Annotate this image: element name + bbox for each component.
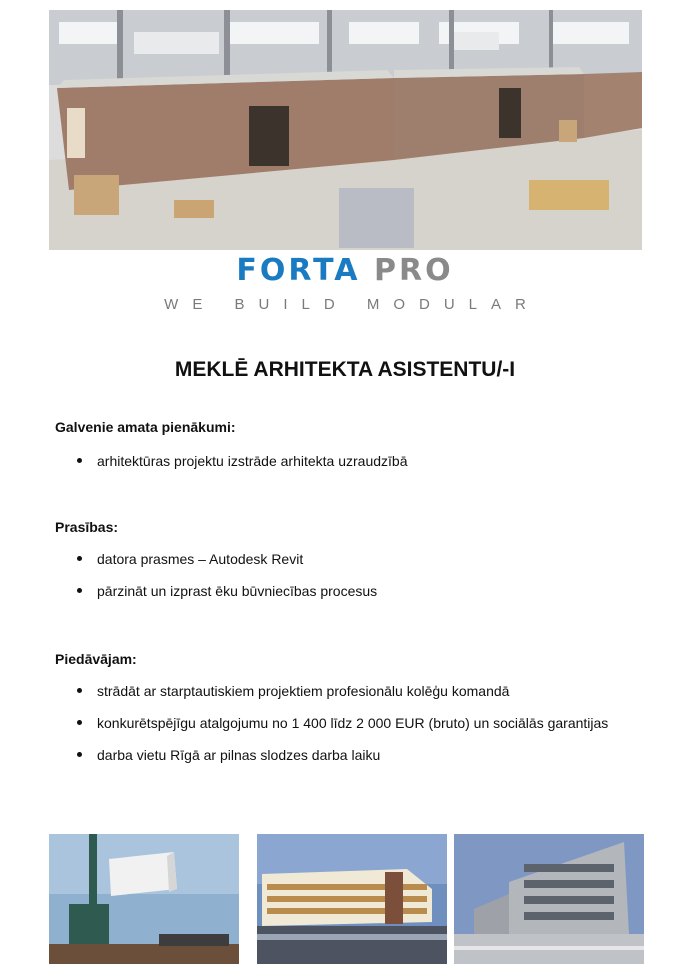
crane-module-photo <box>49 834 239 964</box>
list-item: konkurētspējīgu atalgojumu no 1 400 līdz 2 000 EUR (bruto) un sociālās garantijas <box>55 714 655 732</box>
job-title-heading: MEKLĒ ARHITEKTA ASISTENTU/-I <box>174 358 516 381</box>
section-requirements <box>55 519 655 600</box>
completed-building-photo-1 <box>257 834 447 964</box>
section-offer <box>55 651 655 764</box>
list-item: strādāt ar starptautiskiem projektiem profesionālu kolēģu komandā <box>55 682 655 700</box>
section-title: Piedāvājam: <box>55 651 137 667</box>
logo-forta: FORTA <box>236 253 361 288</box>
logo-pro: PRO <box>373 253 454 288</box>
section-title: Prasības: <box>55 519 119 535</box>
list-item: datora prasmes – Autodesk Revit <box>55 550 655 568</box>
logo-wordmark <box>0 253 690 288</box>
list-item: arhitektūras projektu izstrāde arhitekta uzraudzībā <box>55 452 655 470</box>
factory-hero-photo <box>49 10 642 250</box>
logo-tagline: WE BUILD MODULAR <box>164 296 540 313</box>
completed-building-photo-2 <box>454 834 644 964</box>
section-title: Galvenie amata pienākumi: <box>55 419 236 435</box>
list-item: pārzināt un izprast ēku būvniecības procesus <box>55 582 655 600</box>
list-item: darba vietu Rīgā ar pilnas slodzes darba laiku <box>55 746 655 764</box>
company-logo <box>0 253 690 313</box>
section-responsibilities <box>55 419 655 470</box>
